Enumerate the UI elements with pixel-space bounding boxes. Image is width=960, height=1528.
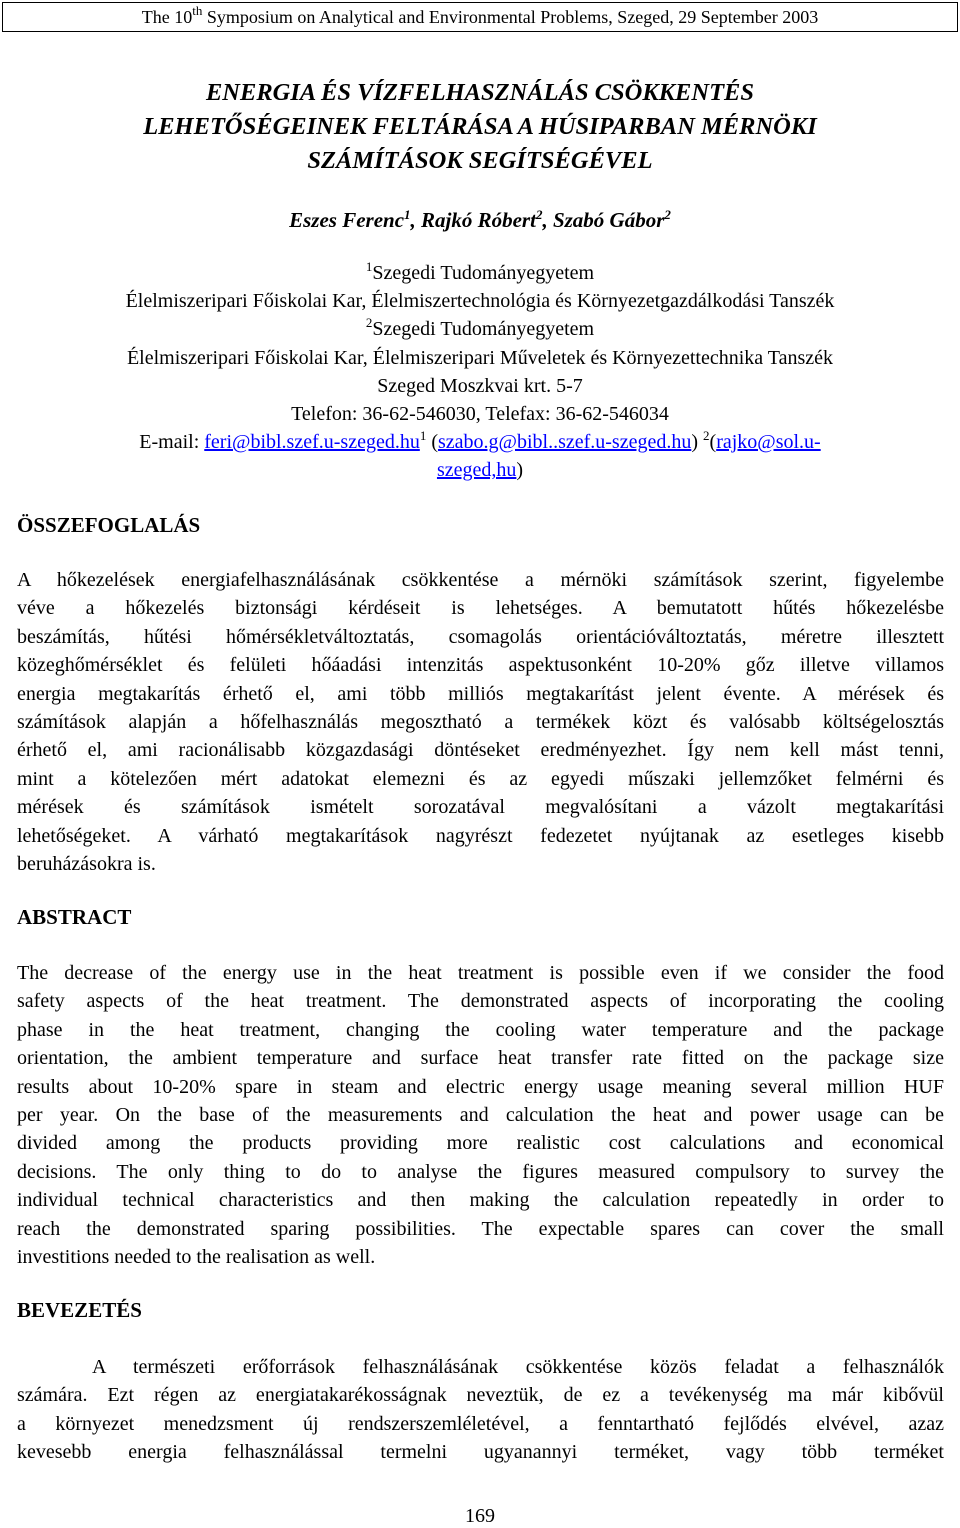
email-separator: ( [426, 431, 438, 454]
text-line: érhető el, ami racionálisabb közgazdasági döntéseket eredményezhet. Így nem kell mást tenni, [17, 739, 944, 762]
email-separator: ) [691, 431, 704, 454]
affiliation-1-university [0, 259, 960, 287]
header-text-end: Symposium on Analytical and Environmental Problems, Szeged, 29 September 2003 [202, 7, 819, 27]
text-line: results about 10-20% spare in steam and electric energy usage meaning several million HUF [17, 1075, 944, 1098]
email-link-rajko-cont[interactable]: szeged,hu [436, 459, 517, 482]
text-line: individual technical characteristics and then making the calculation repeatedly in order to [17, 1189, 944, 1212]
affiliation-1-mark: 1 [365, 259, 373, 274]
affiliation-1-name: Szegedi Tudományegyetem [372, 262, 595, 284]
text-line: beruházásokra is. [17, 853, 156, 876]
header-superscript: th [192, 3, 203, 18]
text-line: számítások alapján a hőfelhasználás megosztható a termékek közt és valósabb költségelosztás [17, 711, 944, 734]
affiliations [0, 259, 960, 485]
affiliation-1-department: Élelmiszeripari Főiskolai Kar, Élelmiszertechnológia és Környezetgazdálkodási Tanszék [125, 290, 835, 313]
email-link-eszes[interactable]: feri@bibl.szef.u-szeged.hu [204, 431, 420, 454]
text-line: safety aspects of the heat treatment. The demonstrated aspects of incorporating the cooling [17, 990, 944, 1013]
email-line-continued [0, 456, 960, 484]
abstract-body [17, 959, 944, 1271]
running-header [0, 3, 960, 28]
text-line: investitions needed to the realisation as well. [17, 1246, 376, 1269]
text-line: The decrease of the energy use in the heat treatment is possible even if we consider the food [17, 962, 944, 984]
title-line-3: SZÁMÍTÁSOK SEGÍTSÉGÉVEL [307, 147, 653, 174]
author-2-affil: 2 [535, 207, 543, 222]
affiliation-2-university [0, 315, 960, 343]
osszefoglalas-body [17, 566, 944, 878]
author-3: , Szabó Gábor [542, 208, 665, 232]
phone-fax: Telefon: 36-62-546030, Telefax: 36-62-546034 [291, 403, 669, 426]
affiliation-2-department: Élelmiszeripari Főiskolai Kar, Élelmiszeripari Műveletek és Környezettechnika Tanszék [126, 346, 834, 369]
heading-bevezetes: BEVEZETÉS [17, 1298, 142, 1322]
paper-title [0, 76, 960, 178]
heading-abstract: ABSTRACT [17, 905, 132, 929]
affiliation-2-mark: 2 [365, 315, 373, 331]
text-line: kevesebb energia felhasználással termelni ugyanannyi terméket, vagy több terméket [17, 1441, 944, 1464]
email-link-szabo[interactable]: szabo.g@bibl..szef.u-szeged.hu [438, 431, 692, 454]
email-separator: ( [709, 431, 717, 454]
text-line: phase in the heat treatment, changing the cooling water temperature and the package [17, 1018, 944, 1041]
text-line: számára. Ezt régen az energiatakarékosságnak neveztük, de ez a tevékenység ma már kibővül [17, 1384, 944, 1407]
text-line: per year. On the base of the measurements and calculation the heat and power usage can be [17, 1104, 944, 1127]
postal-address: Szeged Moszkvai krt. 5-7 [377, 374, 583, 397]
email-affil-mark-2: 2 [703, 428, 710, 444]
text-line: véve a hőkezelés biztonsági kérdéseit is lehetséges. A bemutatott hűtés hőkezelésbe [17, 597, 944, 620]
author-3-affil: 2 [664, 207, 671, 222]
author-list [0, 206, 960, 234]
text-line: decisions. The only thing to do to analyse the figures measured compulsory to survey the [17, 1160, 944, 1183]
email-separator: ) [516, 459, 524, 482]
text-line: divided among the products providing more realistic cost calculations and economical [17, 1132, 944, 1155]
heading-osszefoglalas: ÖSSZEFOGLALÁS [17, 513, 201, 537]
text-line: orientation, the ambient temperature and surface heat transfer rate fitted on the package size [17, 1047, 944, 1070]
email-affil-mark-1: 1 [419, 428, 427, 444]
affiliation-2-name: Szegedi Tudományegyetem [372, 318, 595, 341]
title-line-1: ENERGIA ÉS VÍZFELHASZNÁLÁS CSÖKKENTÉS [205, 79, 755, 106]
text-line: energia megtakarítás érhető el, ami több milliós megtakarítást jelent évente. A mérések és [17, 682, 944, 705]
text-line: reach the demonstrated sparing possibilities. The expectable spares can cover the small [17, 1217, 944, 1240]
text-line: mint a kötelezően mért adatokat elemezni és az egyedi műszaki jellemzőket felmérni és [17, 767, 944, 790]
text-line: közeghőmérséklet és felületi hőáadási intenzitás aspektusonként 10-20% gőz illetve villamos [17, 654, 944, 677]
author-2: , Rajkó Róbert [410, 208, 536, 232]
text-line: beszámítás, hűtési hőmérsékletváltoztatás, csomagolás orientációváltoztatás, méretre illesztett [17, 625, 944, 648]
text-line: A hőkezelések energiafelhasználásának csökkentése a mérnöki számítások szerint, figyelembe [17, 569, 944, 591]
author-1-affil: 1 [404, 207, 411, 222]
email-line [0, 428, 960, 456]
text-line: mérések és számítások ismételt sorozatával megvalósítani a vázolt megtakarítási [17, 796, 944, 819]
text-line: A természeti erőforrások felhasználásának csökkentése közös feladat a felhasználók [92, 1356, 944, 1378]
author-1: Eszes Ferenc [289, 208, 405, 232]
bevezetes-body [17, 1353, 944, 1467]
email-link-rajko[interactable]: rajko@sol.u- [716, 431, 821, 454]
email-label: E-mail: [139, 431, 205, 454]
text-line: lehetőségeket. A várható megtakarítások nagyrészt fedezetet nyújtanak az esetleges kisebb [17, 824, 944, 847]
header-text-start: The 10 [141, 7, 193, 27]
page-number: 169 [465, 1505, 495, 1527]
text-line: a környezet menedzsment új rendszerszemléletével, a fenntartható fejlődés elvével, azaz [17, 1412, 944, 1435]
title-line-2: LEHETŐSÉGEINEK FELTÁRÁSA A HÚSIPARBAN MÉRNÖKI [143, 113, 817, 140]
